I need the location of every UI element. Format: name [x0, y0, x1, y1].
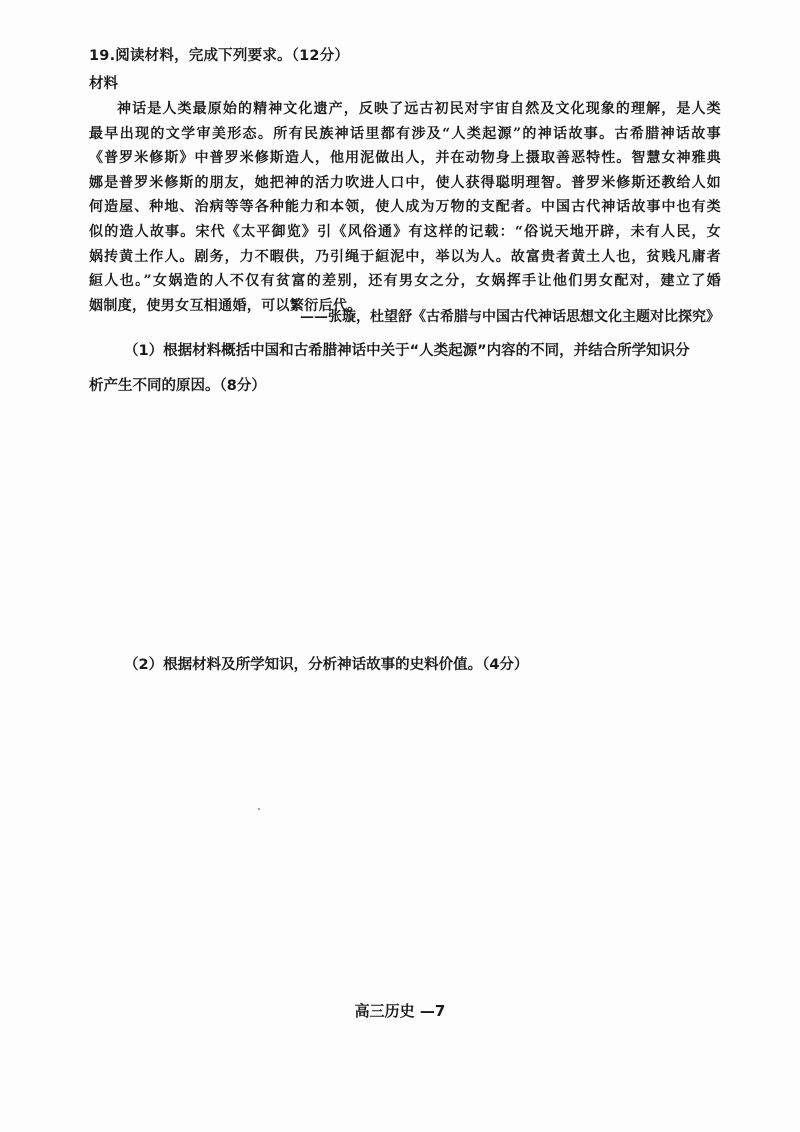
sub-question-1-continued: 析产生不同的原因。（8分） — [89, 378, 266, 394]
answer-area-1[interactable] — [89, 400, 721, 640]
material-source: ——张璇，杜望舒《古希腊与中国古代神话思想文化主题对比探究》 — [300, 309, 720, 325]
material-line: 絙人也。”女娲造的人不仅有贫富的差别，还有男女之分，女娲挥手让他们男女配对，建立了婚 — [89, 273, 721, 290]
material-line: 最早出现的文学审美形态。所有民族神话里都有涉及“人类起源”的神话故事。古希腊神话故事 — [89, 125, 721, 142]
sub-question-2: （2）根据材料及所学知识，分析神话故事的史料价值。（4分） — [124, 657, 529, 673]
scan-speck — [258, 808, 260, 810]
material-line: 娲抟黄土作人。剧务，力不暇供，乃引绳于絙泥中，举以为人。故富贵者黄土人也，贫贱凡庸者 — [89, 248, 721, 265]
material-label: 材料 — [89, 76, 118, 92]
answer-area-2[interactable] — [89, 680, 721, 980]
material-line: 《普罗米修斯》中普罗米修斯造人，他用泥做出人，并在动物身上摄取善恶特性。智慧女神雅典 — [89, 150, 721, 167]
sub-question-1: （1）根据材料概括中国和古希腊神话中关于“人类起源”内容的不同，并结合所学知识分 — [124, 343, 690, 359]
material-line: 似的造人故事。宋代《太平御览》引《风俗通》有这样的记载：“俗说天地开辟，未有人民，女 — [89, 223, 721, 240]
material-line: 何造屋、种地、治病等等各种能力和本领，使人成为万物的支配者。中国古代神话故事中也有类 — [89, 199, 721, 216]
page-footer: 高三历史 —7 — [354, 1002, 446, 1020]
material-line: 神话是人类最原始的精神文化遗产，反映了远古初民对宇宙自然及文化现象的理解，是人类 — [117, 101, 721, 117]
material-line: 娜是普罗米修斯的朋友，她把神的活力吹进人口中，使人获得聪明理智。普罗米修斯还教给人如 — [89, 174, 721, 191]
material-passage — [89, 97, 721, 318]
material-line: 姻制度，使男女互相通婚，可以繁衍后代。 — [89, 297, 362, 314]
question-title: 19.阅读材料，完成下列要求。（12分） — [89, 48, 350, 64]
